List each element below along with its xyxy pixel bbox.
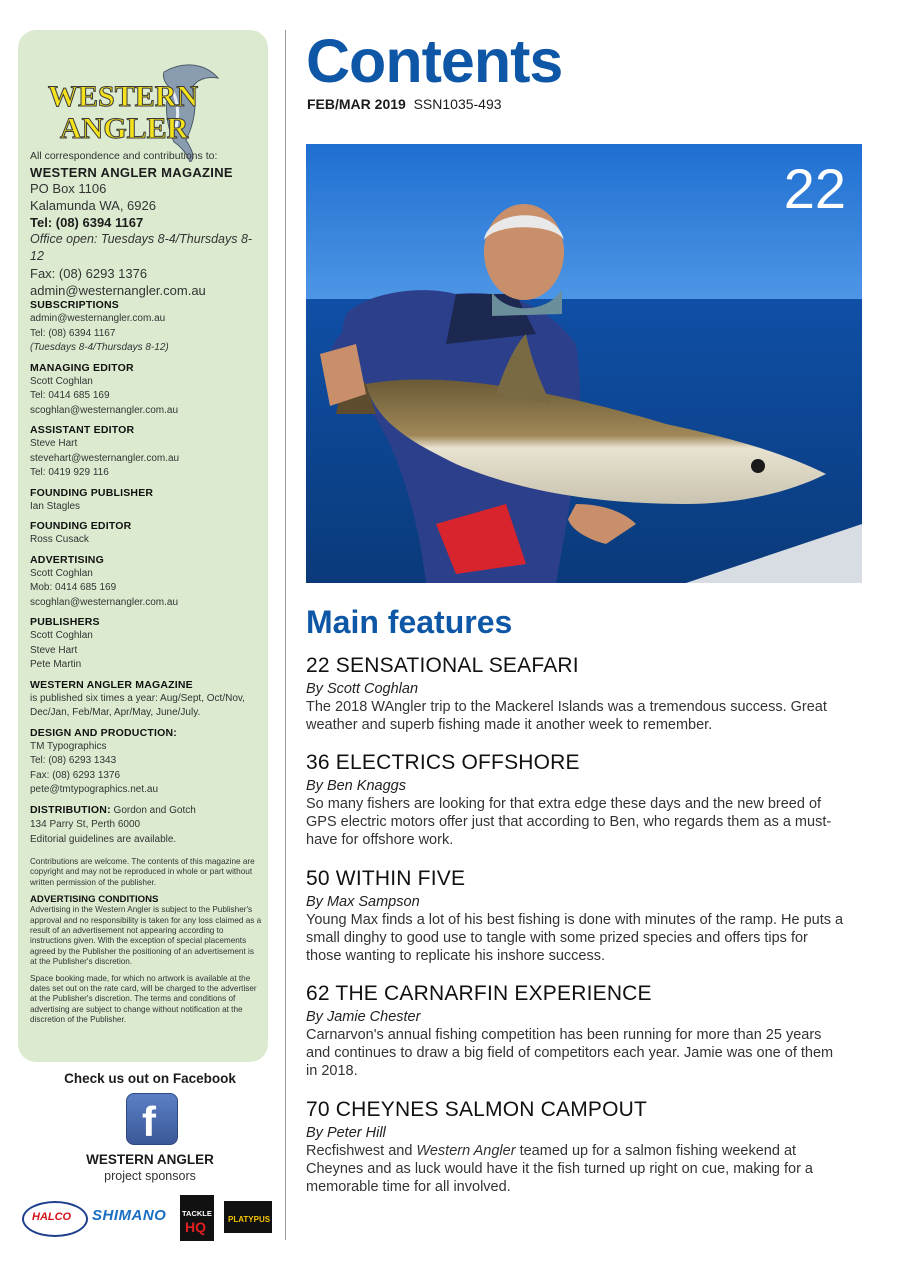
main-features-heading: Main features — [306, 604, 513, 640]
section-line: Ian Stagles — [30, 500, 81, 512]
halco-logo: HALCO — [22, 1201, 88, 1237]
feature-item[interactable] — [306, 751, 846, 849]
feature-byline: By Jamie Chester — [306, 1009, 421, 1025]
distributor-name: Gordon and Gotch — [113, 804, 196, 816]
section-line[interactable]: scoghlan@westernangler.com.au — [30, 596, 179, 608]
section-heading: ADVERTISING — [30, 553, 104, 566]
po-box: PO Box 1106 — [30, 181, 107, 196]
city: Kalamunda WA, 6926 — [30, 198, 156, 213]
section-heading: PUBLISHERS — [30, 616, 100, 628]
section-line: Steve Hart — [30, 438, 78, 449]
email-link[interactable]: admin@westernangler.com.au — [30, 283, 206, 298]
section-line: is published six times a year: Aug/Sept, Oct/Nov, — [30, 692, 245, 704]
managing-editor-section — [30, 361, 260, 419]
feature-page-number: 22 — [783, 157, 846, 220]
feature-item[interactable] — [306, 1098, 846, 1196]
section-line[interactable]: admin@westernangler.com.au — [30, 313, 166, 324]
section-line: TM Typographics — [30, 740, 107, 752]
subscriptions-section — [30, 298, 260, 356]
logo-word-angler: ANGLER — [60, 112, 189, 145]
tackle-hq-logo: TACKLE HQ — [180, 1195, 214, 1241]
section-heading: FOUNDING PUBLISHER — [30, 486, 154, 499]
magazine-name: WESTERN ANGLER MAGAZINE — [30, 165, 233, 180]
publishers-section — [30, 615, 260, 673]
correspondence-block — [30, 150, 260, 299]
section-heading: FOUNDING EDITOR — [30, 520, 132, 532]
ad-conditions-heading: ADVERTISING CONDITIONS — [30, 894, 159, 906]
fax: Fax: (08) 6293 1376 — [30, 266, 148, 281]
feature-description: The 2018 WAngler trip to the Mackerel Islands was a tremendous success. Great weather and superb fishing made it another week to remember. — [306, 699, 827, 733]
section-line: Steve Hart — [30, 644, 78, 656]
platypus-logo: PLATYPUS — [224, 1201, 272, 1233]
fine-print — [30, 857, 262, 1032]
issue-info — [307, 96, 502, 112]
section-line: 134 Parry St, Perth 6000 — [30, 819, 141, 830]
founding-publisher-section — [30, 486, 260, 515]
section-heading: SUBSCRIPTIONS — [30, 299, 119, 311]
issn: SSN1035-493 — [413, 96, 502, 112]
section-line: Mob: 0414 685 169 — [30, 582, 117, 593]
facebook-glyph: f — [142, 1098, 156, 1145]
design-production-section — [30, 726, 260, 798]
ad-conditions-text: Advertising in the Western Angler is subject to the Publisher's approval and no responsibility is taken for any loss claimed as a result of an advertisement not appearing according to instructions given. With the exception of special placements agreed by the Publisher the positioning of an advertisement is at the Publisher's discretion. — [30, 905, 262, 967]
space-booking-text: Space booking made, for which no artwork is available at the dates set out on the rate card, will be charged to the advertiser at the Publisher's discretion. The terms and conditions of advertising are subject to change without notification at the discretion of the Publisher. — [30, 973, 257, 1025]
section-line: Scott Coghlan — [30, 375, 93, 387]
section-line: Scott Coghlan — [30, 630, 93, 641]
facebook-title: Check us out on Facebook — [64, 1071, 236, 1086]
advertising-section — [30, 553, 260, 611]
section-line: Scott Coghlan — [30, 567, 93, 579]
sponsors-title: WESTERN ANGLER — [86, 1152, 214, 1167]
column-divider — [285, 30, 286, 1240]
section-line: Pete Martin — [30, 659, 82, 670]
page-title: Contents — [306, 27, 563, 95]
section-line: Tel: 0419 929 116 — [30, 467, 109, 478]
sponsor-logos — [22, 1195, 277, 1243]
distribution-section — [30, 803, 260, 848]
feature-byline: By Scott Coghlan — [306, 681, 419, 697]
feature-item[interactable] — [306, 982, 846, 1080]
section-line[interactable]: pete@tmtypographics.net.au — [30, 784, 159, 795]
feature-description: Carnarvon's annual fishing competition has been running for more than 25 years and continues to draw a big field of competitors each year. Jamie was one of them in 2018. — [306, 1027, 834, 1079]
feature-item[interactable] — [306, 867, 846, 965]
shimano-logo: SHIMANO — [92, 1207, 167, 1224]
angler-with-fish-photo — [306, 144, 862, 583]
western-angler-logo — [46, 54, 221, 162]
founding-editor-section — [30, 519, 260, 548]
publication-schedule-section — [30, 678, 260, 721]
cover-photo — [306, 144, 862, 583]
staff-list — [30, 298, 260, 852]
section-line: Dec/Jan, Feb/Mar, Apr/May, June/July. — [30, 707, 201, 718]
section-line: Fax: (08) 6293 1376 — [30, 769, 121, 781]
feature-title: 62 THE CARNARFIN EXPERIENCE — [306, 982, 652, 1005]
sponsors-subtitle: project sponsors — [104, 1169, 196, 1183]
feature-description: Recfishwest and Western Angler teamed up for a salmon fishing weekend at Cheynes and as luck would have it the fish turned up right on cue, making for a memorable time for all involved. — [306, 1143, 813, 1195]
office-hours: Office open: Tuesdays 8-4/Thursdays 8-12 — [30, 232, 253, 263]
section-line: Editorial guidelines are available. — [30, 833, 177, 845]
feature-description: Young Max finds a lot of his best fishing is done with minutes of the ramp. He puts a small dinghy to good use to tangle with some prized species and offers tips for those wanting to replicate his inshore success. — [306, 912, 844, 964]
section-line[interactable]: scoghlan@westernangler.com.au — [30, 404, 179, 416]
section-heading: WESTERN ANGLER MAGAZINE — [30, 678, 193, 691]
feature-title: 36 ELECTRICS OFFSHORE — [306, 751, 580, 774]
feature-title: 50 WITHIN FIVE — [306, 867, 466, 890]
telephone: Tel: (08) 6394 1167 — [30, 215, 144, 230]
logo-word-western: WESTERN — [48, 80, 199, 113]
section-heading: ASSISTANT EDITOR — [30, 424, 135, 436]
section-line: Tel: 0414 685 169 — [30, 390, 110, 401]
section-line: Ross Cusack — [30, 534, 89, 545]
section-heading: DISTRIBUTION: — [30, 803, 111, 816]
issue-date: FEB/MAR 2019 — [307, 96, 406, 112]
feature-description: So many fishers are looking for that extra edge these days and the new breed of GPS electric motors offer just that according to Ben, who regards them as a must-have for offshore work. — [306, 796, 832, 848]
feature-byline: By Peter Hill — [306, 1125, 386, 1141]
section-line: Tel: (08) 6394 1167 — [30, 327, 116, 339]
correspondence-intro: All correspondence and contributions to: — [30, 150, 218, 162]
feature-title: 22 SENSATIONAL SEAFARI — [306, 654, 579, 677]
feature-title: 70 CHEYNES SALMON CAMPOUT — [306, 1098, 648, 1121]
section-heading: MANAGING EDITOR — [30, 361, 134, 374]
section-line: Tel: (08) 6293 1343 — [30, 755, 117, 766]
feature-byline: By Ben Knaggs — [306, 778, 406, 794]
section-line[interactable]: stevehart@westernangler.com.au — [30, 452, 180, 464]
facebook-icon[interactable] — [126, 1093, 178, 1145]
masthead-sidebar — [18, 30, 268, 1062]
feature-item[interactable] — [306, 654, 846, 734]
assistant-editor-section — [30, 423, 260, 481]
copyright-note: Contributions are welcome. The contents of this magazine are copyright and may not be reproduced in whole or part without written permission of the publisher. — [30, 857, 255, 887]
section-line: (Tuesdays 8-4/Thursdays 8-12) — [30, 342, 169, 353]
section-heading: DESIGN AND PRODUCTION: — [30, 726, 177, 739]
feature-byline: By Max Sampson — [306, 894, 420, 910]
